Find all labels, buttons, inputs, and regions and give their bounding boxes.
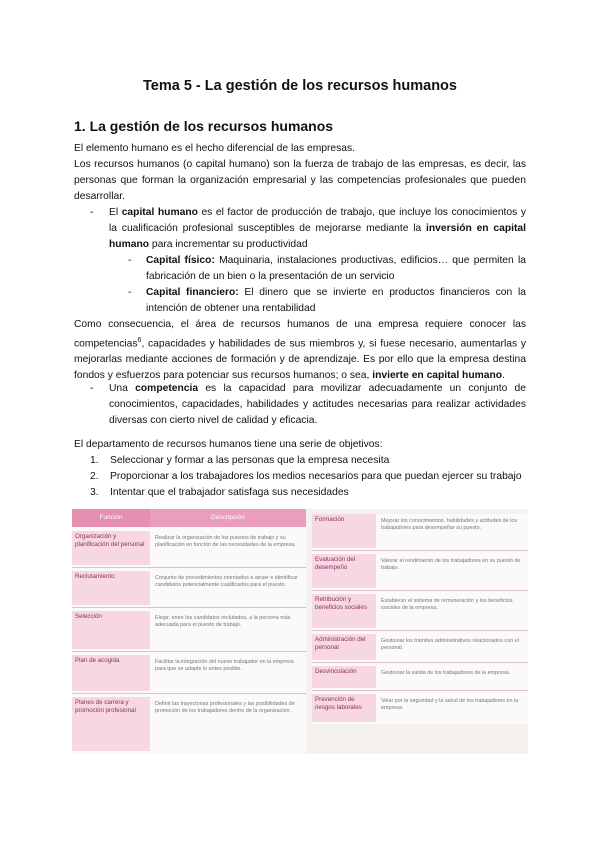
bullet-capital-humano: El capital humano es el factor de producción de trabajo, que incluye los conocimientos y la cualificación profesional susceptibles de mejorarse mediante la inversión en capital humano para incrementar su productividad (109, 207, 526, 250)
table-cell-description: Mejorar los conocimientos, habilidades y actitudes de los trabajadores para desempeñar su puesto. (381, 518, 518, 531)
table-cell-description: Definir las trayectorias profesionales y las posibilidades de promoción de los trabajadores dentro de la organización. (155, 701, 295, 714)
table-header-description: Descripción (150, 509, 306, 527)
paragraph-competencias: Como consecuencia, el área de recursos humanos de una empresa requiere conocer las competencias$^6$, capacidades y habilidades de sus miembros y, si fuese necesario, aumentarlas y mejorarlas mediante acciones de formación y de aprendizaje. Es por ello que la empresa destina fondos y esfuerzos para potenciar sus recursos humanos; o sea, invierte en capital humano. (74, 319, 526, 382)
bullet-dash: - (90, 207, 94, 218)
row-divider (312, 590, 528, 591)
list-item: 1. Seleccionar y formar a las personas que la empresa necesita (90, 455, 390, 466)
row-divider (72, 693, 306, 694)
row-divider (312, 690, 528, 691)
table-cell-function: Planes de carrera y promoción profesional (72, 697, 150, 751)
bullet-capital-financiero: Capital financiero: El dinero que se invierte en productos financieros con la intención de obtener una rentabilidad (146, 287, 526, 314)
row-divider (312, 550, 528, 551)
paragraph-human-resources: Los recursos humanos (o capital humano) son la fuerza de trabajo de las empresas, es decir, las personas que forman la organización empresarial y las competencias profesionales que pueden desarrollar. (74, 159, 526, 202)
row-divider (72, 651, 306, 652)
table-cell-description: Velar por la seguridad y la salud de los trabajadores en la empresa. (381, 698, 519, 711)
table-cell-function: Prevención de riesgos laborales (312, 694, 376, 722)
section-heading: 1. La gestión de los recursos humanos (74, 118, 334, 134)
bullet-capital-fisico: Capital físico: Maquinaria, instalaciones productivas, edificios… que permiten la fabricación de un bien o la presentación de un servicio (146, 255, 526, 282)
table-cell-function: Formación (312, 514, 376, 548)
table-cell-description: Establecer el sistema de remuneración y los beneficios sociales de la empresa. (381, 598, 513, 611)
table-cell-description: Elegir, entre los candidatos reclutados, a la persona más adecuada para el puesto de trabajo. (155, 615, 291, 628)
row-divider (72, 607, 306, 608)
list-item: 2. Proporcionar a los trabajadores los medios necesarios para que puedan ejercer su trabajo (90, 471, 522, 482)
table-cell-description: Valorar el rendimiento de los trabajadores en su puesto de trabajo. (381, 558, 521, 571)
table-cell-function: Organización y planificación del personal (72, 531, 150, 565)
bullet-competencia: Una competencia es la capacidad para movilizar adecuadamente un conjunto de conocimientos, capacidades, habilidades y actitudes necesarias para realizar actividades diversas con cierto nivel de calidad y eficacia. (109, 383, 526, 426)
functions-table-right (312, 514, 528, 724)
bullet-dash: - (128, 287, 132, 298)
paragraph-intro: El elemento humano es el hecho diferencial de las empresas. (74, 143, 356, 154)
table-cell-description: Realizar la organización de los puestos de trabajo y su planificación en función de las necesidades de la empresa. (155, 535, 296, 548)
paragraph-objetivos: El departamento de recursos humanos tiene una serie de objetivos: (74, 439, 383, 450)
row-divider (312, 630, 528, 631)
hr-functions-table-image (72, 509, 528, 754)
table-cell-description: Facilitar la integración del nuevo trabajador en la empresa para que se adapte lo antes posible. (155, 659, 294, 672)
document-title: Tema 5 - La gestión de los recursos humanos (143, 78, 457, 94)
functions-table-left (72, 509, 306, 754)
table-cell-function: Retribución y beneficios sociales (312, 594, 376, 628)
table-cell-function: Administración del personal (312, 634, 376, 660)
bullet-dash: - (128, 255, 132, 266)
row-divider (72, 567, 306, 568)
table-cell-function: Evaluación del desempeño (312, 554, 376, 588)
table-cell-description: Gestionar los trámites administrativos relacionados con el personal. (381, 638, 519, 651)
row-divider (312, 662, 528, 663)
table-cell-description: Gestionar la salida de los trabajadores de la empresa. (381, 670, 511, 676)
table-cell-function: Reclutamiento (72, 571, 150, 605)
table-cell-function: Desvinculación (312, 666, 376, 688)
list-item: 3. Intentar que el trabajador satisfaga sus necesidades (90, 487, 349, 498)
table-header-function: Función (72, 509, 150, 527)
table-cell-function: Selección (72, 611, 150, 649)
bullet-dash: - (90, 383, 94, 394)
table-cell-description: Conjunto de procedimientos orientados a atraer e identificar candidatos potencialmente cualificados para el puesto. (155, 575, 298, 588)
table-cell-function: Plan de acogida (72, 655, 150, 691)
